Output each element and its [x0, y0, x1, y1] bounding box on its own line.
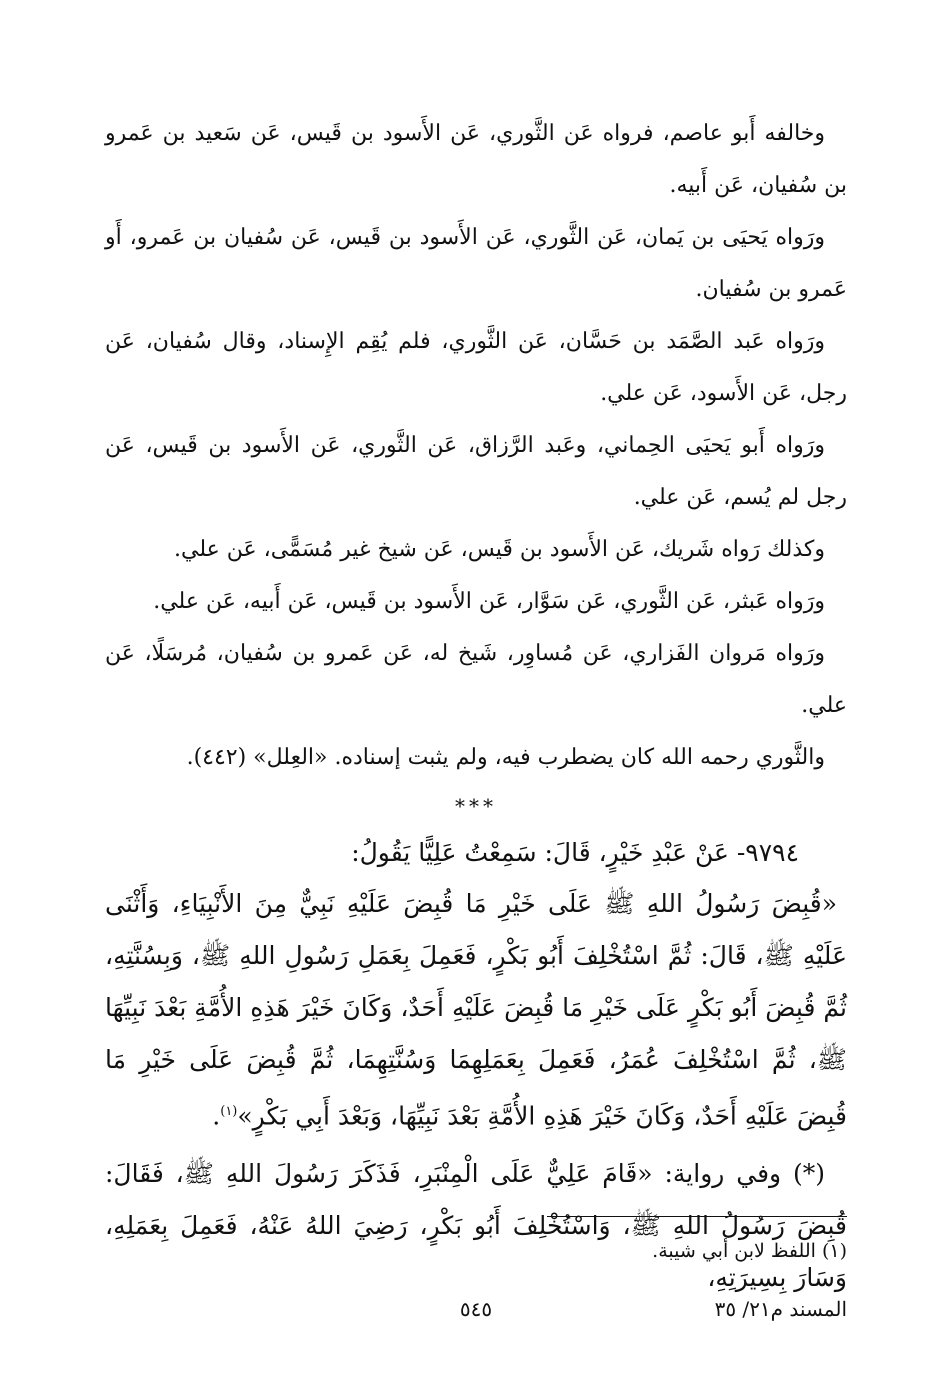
paragraph-1: وخالفه أَبو عاصم، فرواه عَن الثَّوري، عَن الأَسود بن قَيس، عَن سَعيد بن عَمرو بن سُفيان، عَن أَبيه.: [105, 121, 847, 198]
paragraph-7: ورَواه مَروان الفَزاري، عَن مُساوِر، شَيخ له، عَن عَمرو بن سُفيان، مُرسَلًا، عَن علي.: [105, 641, 847, 718]
section-divider: ***: [455, 794, 497, 818]
footnote: (١) اللفظ لابن أبي شيبة.: [652, 1240, 847, 1262]
page-number: ٥٤٥: [459, 1297, 493, 1321]
hadith-text: «قُبِضَ رَسُولُ اللهِ ﷺ عَلَى خَيْرِ مَا قُبِضَ عَلَيْهِ نَبِيٌّ مِنَ الأَنْبِيَاءِ، وَأَثْنَى عَلَيْهِ ﷺ، قَالَ: ثُمَّ اسْتُخْلِفَ أَبُو بَكْرٍ، فَعَمِلَ بِعَمَلِ رَسُولِ اللهِ ﷺ، وَبِسُنَّتِهِ، ثُمَّ قُبِضَ أَبُو بَكْرٍ عَلَى خَيْرِ مَا قُبِضَ عَلَيْهِ أَحَدٌ، وَكَانَ خَيْرَ هَذِهِ الأُمَّةِ بَعْدَ نَبِيِّهَا ﷺ، ثُمَّ اسْتُخْلِفَ عُمَرُ، فَعَمِلَ بِعَمَلِهِمَا وَسُنَّتِهِمَا، ثُمَّ قُبِضَ عَلَى خَيْرِ مَا قُبِضَ عَلَيْهِ أَحَدٌ، وَكَانَ خَيْرَ هَذِهِ الأُمَّةِ بَعْدَ نَبِيِّهَا، وَبَعْدَ أَبِي بَكْرٍ»: [105, 889, 847, 1131]
hadith-body: «قُبِضَ رَسُولُ اللهِ ﷺ عَلَى خَيْرِ مَا قُبِضَ عَلَيْهِ نَبِيٌّ مِنَ الأَنْبِيَاءِ، وَأَثْنَى عَلَيْهِ ﷺ، قَالَ: ثُمَّ اسْتُخْلِفَ أَبُو بَكْرٍ، فَعَمِلَ بِعَمَلِ رَسُولِ اللهِ ﷺ، وَبِسُنَّتِهِ، ثُمَّ قُبِضَ أَبُو بَكْرٍ عَلَى خَيْرِ مَا قُبِضَ عَلَيْهِ أَحَدٌ، وَكَانَ خَيْرَ هَذِهِ الأُمَّةِ بَعْدَ نَبِيِّهَا ﷺ، ثُمَّ اسْتُخْلِفَ عُمَرُ، فَعَمِلَ بِعَمَلِهِمَا وَسُنَّتِهِمَا، ثُمَّ قُبِضَ عَلَى خَيْرِ مَا قُبِضَ عَلَيْهِ أَحَدٌ، وَكَانَ خَيْرَ هَذِهِ الأُمَّةِ بَعْدَ نَبِيِّهَا، وَبَعْدَ أَبِي بَكْرٍ»$^{(١)}$.: [105, 889, 847, 1131]
main-text: [105, 108, 847, 1304]
paragraph-4: ورَواه أَبو يَحيَى الحِماني، وعَبد الرَّزاق، عَن الثَّوري، عَن الأَسود بن قَيس، عَن رجل لم يُسم، عَن علي.: [105, 433, 847, 510]
footnote-divider: [547, 1216, 847, 1217]
hadith-heading: ٩٧٩٤- عَنْ عَبْدِ خَيْرٍ، قَالَ: سَمِعْتُ عَلِيًّا يَقُولُ:: [351, 838, 799, 867]
page-footer: [105, 1292, 847, 1326]
paragraph-6: ورَواه عَبثر، عَن الثَّوري، عَن سَوَّار، عَن الأَسود بن قَيس، عَن أَبيه، عَن علي.: [153, 589, 825, 614]
paragraph-2: ورَواه يَحيَى بن يَمان، عَن الثَّوري، عَن الأَسود بن قَيس، عَن سُفيان بن عَمرو، أَو عَمرو بن سُفيان.: [105, 225, 847, 302]
signature-mark: المسند م٢١/ ٣٥: [714, 1297, 847, 1321]
paragraph-3: ورَواه عَبد الصَّمَد بن حَسَّان، عَن الثَّوري، فلم يُقِم الإِسناد، وقال سُفيان، عَن رجل، عَن الأَسود، عَن علي.: [105, 329, 847, 406]
paragraph-5: وكذلك رَواه شَريك، عَن الأَسود بن قَيس، عَن شيخ غير مُسَمًّى، عَن علي.: [174, 537, 825, 562]
footnote-marker: (١): [220, 1104, 238, 1119]
alternate-narration: (*) وفي رواية: «قَامَ عَلِيٌّ عَلَى الْمِنْبَرِ، فَذَكَرَ رَسُولَ اللهِ ﷺ، فَقَالَ: قُبِضَ رَسُولُ اللهِ ﷺ، وَاسْتُخْلِفَ أَبُو بَكْرٍ، رَضِيَ اللهُ عَنْهُ، فَعَمِلَ بِعَمَلِهِ، وَسَارَ بِسِيرَتِهِ،: [105, 1159, 847, 1293]
paragraph-8: والثَّوري رحمه الله كان يضطرب فيه، ولم يثبت إسناده. «العِلل» (٤٤٢).: [186, 745, 825, 770]
